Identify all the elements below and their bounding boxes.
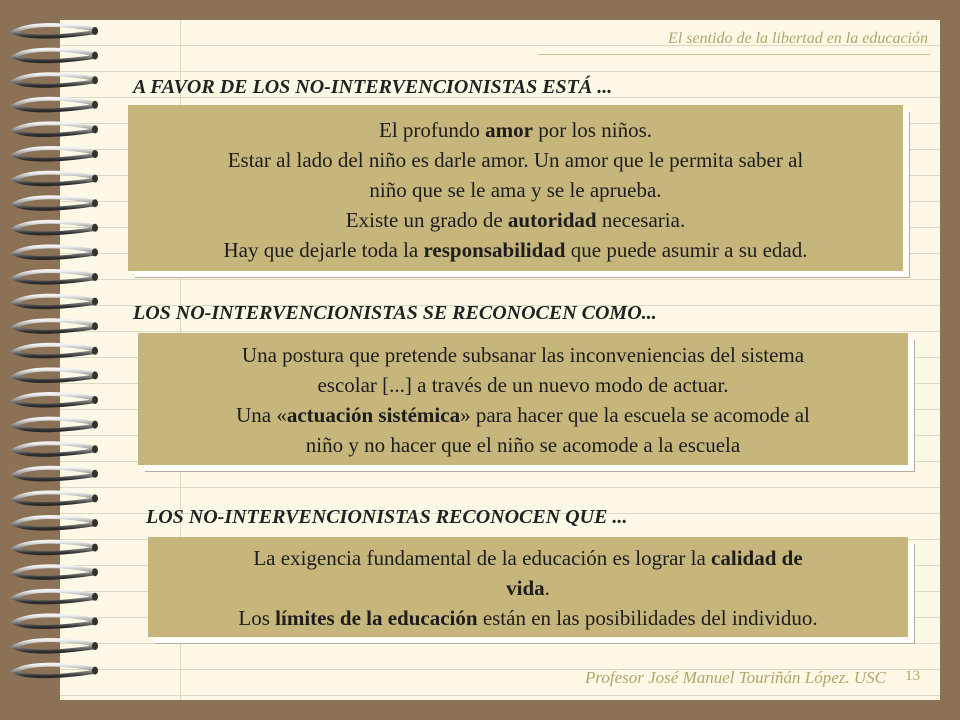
spiral-ring (14, 50, 96, 62)
spiral-ring (14, 296, 96, 308)
spiral-ring (14, 148, 96, 160)
binding-hole (92, 273, 98, 281)
binding-hole (92, 248, 98, 256)
author-footer: Profesor José Manuel Touriñán López. USC (585, 668, 886, 687)
binding-hole (92, 76, 98, 84)
binding-hole (92, 519, 98, 527)
spiral-ring (14, 74, 96, 86)
spiral-ring (14, 615, 96, 627)
spiral-ring (14, 542, 96, 554)
binding-hole (92, 642, 98, 650)
binding-hole (92, 224, 98, 232)
binding-hole (92, 52, 98, 60)
section-heading-2: LOS NO-INTERVENCIONISTAS SE RECONOCEN COMO... (133, 302, 657, 324)
spiral-ring (14, 665, 96, 677)
spiral-ring (14, 591, 96, 603)
box1-line-2: Estar al lado del niño es darle amor. Un amor que le permita saber al (227, 148, 804, 172)
spiral-ring (14, 25, 96, 37)
spiral-ring (14, 222, 96, 234)
binding-hole (92, 593, 98, 601)
spiral-ring (14, 197, 96, 209)
spiral-ring (14, 271, 96, 283)
binding-hole (92, 298, 98, 306)
spiral-ring (14, 468, 96, 480)
binding-hole (92, 150, 98, 158)
binding-hole (92, 199, 98, 207)
spiral-ring (14, 443, 96, 455)
spiral-ring (14, 517, 96, 529)
page-number: 13 (905, 668, 920, 684)
binding-hole (92, 175, 98, 183)
text-box-1 (128, 105, 903, 271)
box3-line-2: vida. (506, 576, 550, 600)
binding-hole (92, 421, 98, 429)
text-box-3 (148, 537, 908, 637)
box1-line-1: El profundo amor por los niños. (379, 118, 652, 142)
box3-line-3: Los límites de la educación están en las posibilidades del individuo. (238, 606, 818, 630)
spiral-ring (14, 99, 96, 111)
binding-hole (92, 445, 98, 453)
spiral-binding (0, 0, 110, 720)
binding-hole (92, 322, 98, 330)
spiral-ring (14, 320, 96, 332)
binding-hole (92, 125, 98, 133)
box2-line-4: niño y no hacer que el niño se acomode a la escuela (305, 433, 741, 457)
box2-line-3: Una «actuación sistémica» para hacer que la escuela se acomode al (236, 403, 810, 427)
spiral-ring (14, 394, 96, 406)
box2-line-2: escolar [...] a través de un nuevo modo de actuar. (317, 373, 729, 397)
text-box-2 (138, 333, 908, 465)
box2-line-1: Una postura que pretende subsanar las inconveniencias del sistema (241, 343, 805, 367)
binding-hole (92, 667, 98, 675)
binding-hole (92, 371, 98, 379)
binding-hole (92, 494, 98, 502)
binding-hole (92, 396, 98, 404)
spiral-ring (14, 419, 96, 431)
section-heading-3: LOS NO-INTERVENCIONISTAS RECONOCEN QUE ... (146, 506, 628, 528)
presentation-title: El sentido de la libertad en la educación (668, 30, 928, 47)
spiral-ring (14, 640, 96, 652)
spiral-ring (14, 123, 96, 135)
header-divider (538, 54, 930, 55)
section-heading-1: A FAVOR DE LOS NO-INTERVENCIONISTAS ESTÁ ... (133, 76, 613, 98)
spiral-ring (14, 566, 96, 578)
box1-line-4: Existe un grado de autoridad necesaria. (345, 208, 686, 232)
binding-hole (92, 544, 98, 552)
binding-hole (92, 27, 98, 35)
spiral-ring (14, 246, 96, 258)
binding-hole (92, 101, 98, 109)
box3-line-1: La exigencia fundamental de la educación es lograr la calidad de (253, 546, 803, 570)
box1-line-3: niño que se le ama y se le aprueba. (369, 178, 662, 202)
binding-hole (92, 617, 98, 625)
box1-line-5: Hay que dejarle toda la responsabilidad que puede asumir a su edad. (223, 238, 808, 262)
binding-hole (92, 470, 98, 478)
binding-hole (92, 347, 98, 355)
spiral-ring (14, 369, 96, 381)
spiral-ring (14, 345, 96, 357)
binding-hole (92, 568, 98, 576)
spiral-ring (14, 492, 96, 504)
spiral-ring (14, 173, 96, 185)
